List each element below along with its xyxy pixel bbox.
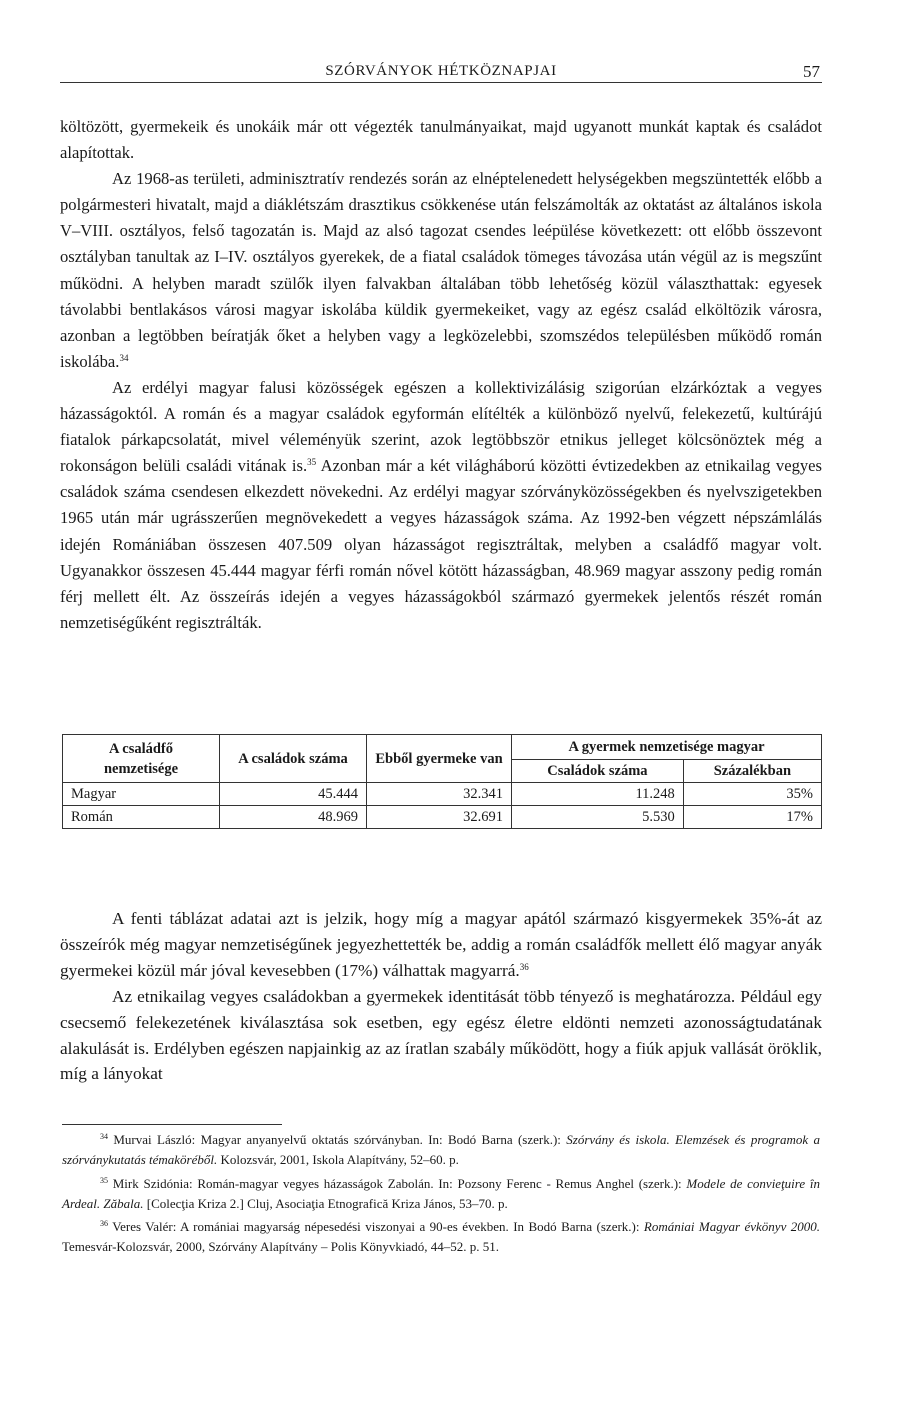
with-children-cell: 32.691 [367,806,512,829]
percent-cell: 35% [683,783,821,806]
footnote-ref-35[interactable]: 35 [307,457,317,468]
families-cell: 45.444 [220,783,367,806]
footnote-title: Romániai Magyar évkönyv 2000. [643,1219,821,1235]
footnote-title: Szórvány és iskola. Elemzések és programok a szórványkutatás témaköréből. [62,1132,820,1168]
footnote-36 [62,1217,820,1258]
header-family-count: A családok száma [220,735,367,783]
paragraph-3-text-a: Az erdélyi magyar falusi közösségek egészen a kollektivizálásig szigorúan elzárkóztak a vegyes házasságoktól. A román és a magyar családok egyformán elítélték a különböző nyelvű, felekezetű, kultúrájú fiatalok párkapcsolatát, mivel véleményük szerint, azok legtöbbször etnikus jelleget kölcsönöztek még a rokonságon belüli családi vitának is. [60,377,822,476]
footnote-title: Modele de convieţuire în Ardeal. Zăbala. [62,1175,821,1211]
paragraph-2 [60,166,822,375]
table-row [63,806,822,829]
footnote-ref-34[interactable]: 34 [119,352,129,363]
footnotes [62,1130,820,1261]
footnote-35 [62,1174,820,1215]
row-label: Magyar [63,783,220,806]
paragraph-1: költözött, gyermekeik és unokáik már ott végezték tanulmányaikat, majd ugyanott munkát kaptak és családot alapítottak. [60,117,822,163]
footnote-text: Murvai László: Magyar anyanyelvű oktatás szórványban. In: Bodó Barna (szerk.): [113,1132,567,1147]
footnote-text: Kolozsvár, 2001, Iskola Alapítvány, 52–60. p. [217,1152,459,1168]
hungarian-families-cell: 5.530 [512,806,684,829]
footnote-number: 36 [100,1219,108,1229]
paragraph-3 [60,375,822,636]
header-percent-sub: Százalékban [683,760,821,783]
body-text-top [60,114,822,636]
paragraph-2-text: Az 1968-as területi, adminisztratív rendezés során az elnéptelenedett helységekben megszüntették előbb a polgármesteri hivatalt, majd a diáklétszám drasztikus csökkenése után felszámolták az oktatást az általános iskola V–VIII. osztályos, felső tagozatán is. Majd az alsó tagozat csendes leépülése következett: ott előbb összevont osztályban tanultak az I–IV. osztályos gyerekek, de a fiatal családok tömeges távozása után végül az is megszűnt működni. A helyben maradt szülők ilyen falvakban általában több lehetőség közül választhattak: egyesek távolabbi bentlakásos városi magyar iskolába küldik gyermekeiket, vagy az egész család elköltözik városra, azonban a legtöbben beíratják őket a helyben vagy a legközelebbi, szomszédos településben működő román iskolába. [60,169,822,371]
footnote-text: Veres Valér: A romániai magyarság népesedési viszonyai a 90-es években. In Bodó Barna (szerk.): [112,1219,644,1235]
page-number: 57 [803,62,820,81]
header-head-nationality: A családfő nemzetisége [63,735,220,783]
families-cell: 48.969 [220,806,367,829]
footnote-ref-36[interactable]: 36 [519,961,529,972]
footnote-divider [62,1124,282,1125]
header-child-nationality-group: A gyermek nemzetisége magyar [512,735,822,760]
percent-cell: 17% [683,806,821,829]
body-text-bottom [60,906,822,1087]
footnote-number: 34 [100,1132,108,1141]
header-families-sub: Családok száma [512,760,684,783]
paragraph-5: Az etnikailag vegyes családokban a gyermekek identitását több tényező is meghatározza. Például egy csecsemő felekezetének kiválasztása sok esetben, egy egész életre eldönti nemzeti azonosságtudatának alakulását is. Erdélyben egészen napjainkig az az íratlan szabály működött, hogy a fiúk apjuk vallását öröklik, míg a lányokat [60,986,822,1084]
paragraph-4 [60,906,822,984]
footnote-text: Mirk Szidónia: Román-magyar vegyes házasságok Zabolán. In: Pozsony Ferenc - Remus Anghel (szerk.): [112,1175,687,1191]
footnote-34 [62,1130,820,1171]
with-children-cell: 32.341 [367,783,512,806]
header-with-children: Ebből gyermeke van [367,735,512,783]
footnote-number: 35 [100,1175,108,1185]
table-row [63,783,822,806]
paragraph-4-text: A fenti táblázat adatai azt is jelzik, hogy míg a magyar apától származó kisgyermekek 35%-át az összeírók még magyar nemzetiségűnek jegyezhettették be, addig a román családfők mellett élő magyar anyák gyermekei közül már jóval kevesebben (17%) válhattak magyarrá. [60,909,822,980]
running-head-title: SZÓRVÁNYOK HÉTKÖZNAPJAI [325,63,557,79]
footnote-text: [Colecţia Kriza 2.] Cluj, Asociaţia Etnografică Kriza János, 53–70. p. [143,1195,508,1211]
hungarian-families-cell: 11.248 [512,783,684,806]
footnote-text: Temesvár-Kolozsvár, 2000, Szórvány Alapítvány – Polis Könyvkiadó, 44–52. p. 51. [62,1239,499,1255]
row-label: Román [63,806,220,829]
paragraph-3-text-b: Azonban már a két világháború közötti évtizedekben az etnikailag vegyes családok száma csendesen elkezdett növekedni. Az erdélyi magyar szórványközösségekben és nyelvszigetekben 1965 után már ugrásszerűen megnövekedett a vegyes házasságok száma. Az 1992-ben végzett népszámlálás idején Romániában összesen 407.509 olyan házasságot regisztráltak, melyben a családfő magyar volt. Ugyanakkor összesen 45.444 magyar férfi román nővel kötött házasságban, 48.969 magyar asszony pedig román férj mellett élt. Az összeírás idején a vegyes házasságokból származó gyermekek jelentős részét román nemzetiségűként regisztrálták. [60,456,822,632]
mixed-marriage-table [62,734,822,829]
running-head [60,60,822,83]
